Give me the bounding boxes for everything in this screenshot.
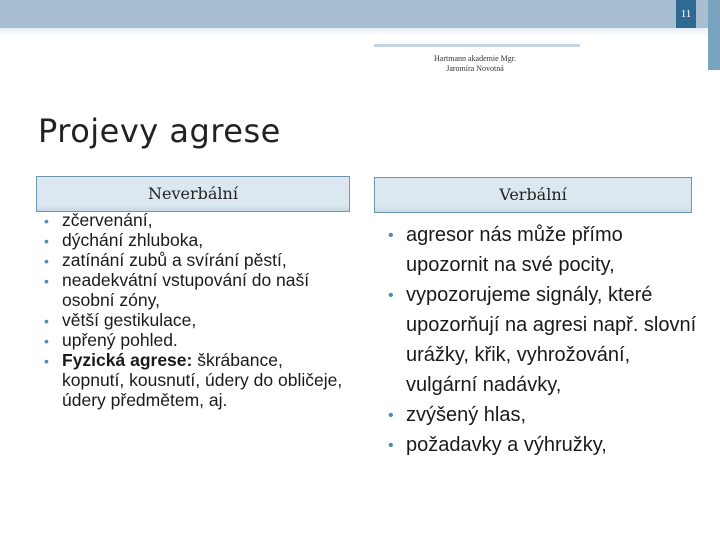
bullet-icon: • bbox=[388, 227, 394, 244]
bullet-icon: • bbox=[44, 253, 49, 269]
list-item: • vypozorujeme signály, které upozorňují na agresi např. slovní urážky, křik, vyhrožování, vulgární nadávky, bbox=[388, 280, 698, 400]
bullet-icon: • bbox=[388, 407, 394, 424]
list-item: • zčervenání, bbox=[44, 210, 153, 230]
top-decorative-bar bbox=[0, 0, 720, 28]
column-header-nonverbal bbox=[36, 176, 350, 212]
top-bar-gradient bbox=[0, 28, 720, 36]
list-item: • požadavky a výhružky, bbox=[388, 430, 698, 460]
column-header-verbal-label: Verbální bbox=[499, 185, 567, 204]
verbal-list bbox=[388, 220, 698, 460]
bullet-icon: • bbox=[44, 313, 49, 329]
bullet-icon: • bbox=[44, 213, 49, 229]
bullet-icon: • bbox=[44, 233, 49, 249]
bullet-icon: • bbox=[388, 437, 394, 454]
list-item: • zvýšený hlas, bbox=[388, 400, 698, 430]
author-note-line-2: Jaromíra Novotná bbox=[446, 64, 504, 73]
list-item: • upřený pohled. bbox=[44, 330, 178, 350]
page-number: 11 bbox=[676, 0, 696, 28]
bullet-icon: • bbox=[44, 353, 49, 369]
author-note-line-1: Hartmann akademie Mgr. bbox=[434, 54, 516, 63]
slide-title: Projevy agrese bbox=[38, 112, 281, 150]
list-item: • větší gestikulace, bbox=[44, 310, 197, 330]
bullet-icon: • bbox=[388, 287, 394, 304]
list-item: • zatínání zubů a svírání pěstí, bbox=[44, 250, 287, 270]
list-item: • agresor nás může přímo upozornit na své pocity, bbox=[388, 220, 698, 280]
list-item: • neadekvátní vstupování do naší osobní zóny, bbox=[44, 270, 310, 310]
bullet-icon: • bbox=[44, 273, 49, 289]
bullet-icon: • bbox=[44, 333, 49, 349]
column-header-verbal bbox=[374, 177, 692, 213]
nonverbal-list bbox=[44, 210, 344, 410]
list-item: • dýchání zhluboka, bbox=[44, 230, 204, 250]
header-divider-line bbox=[374, 44, 580, 47]
list-item: • Fyzická agrese: škrábance, kopnutí, kousnutí, údery do obličeje, údery předmětem, aj. bbox=[44, 350, 343, 410]
physical-aggression-label: Fyzická agrese: bbox=[62, 350, 193, 370]
author-note bbox=[400, 54, 550, 74]
right-edge-strip bbox=[708, 0, 720, 70]
column-header-nonverbal-label: Neverbální bbox=[148, 184, 238, 203]
